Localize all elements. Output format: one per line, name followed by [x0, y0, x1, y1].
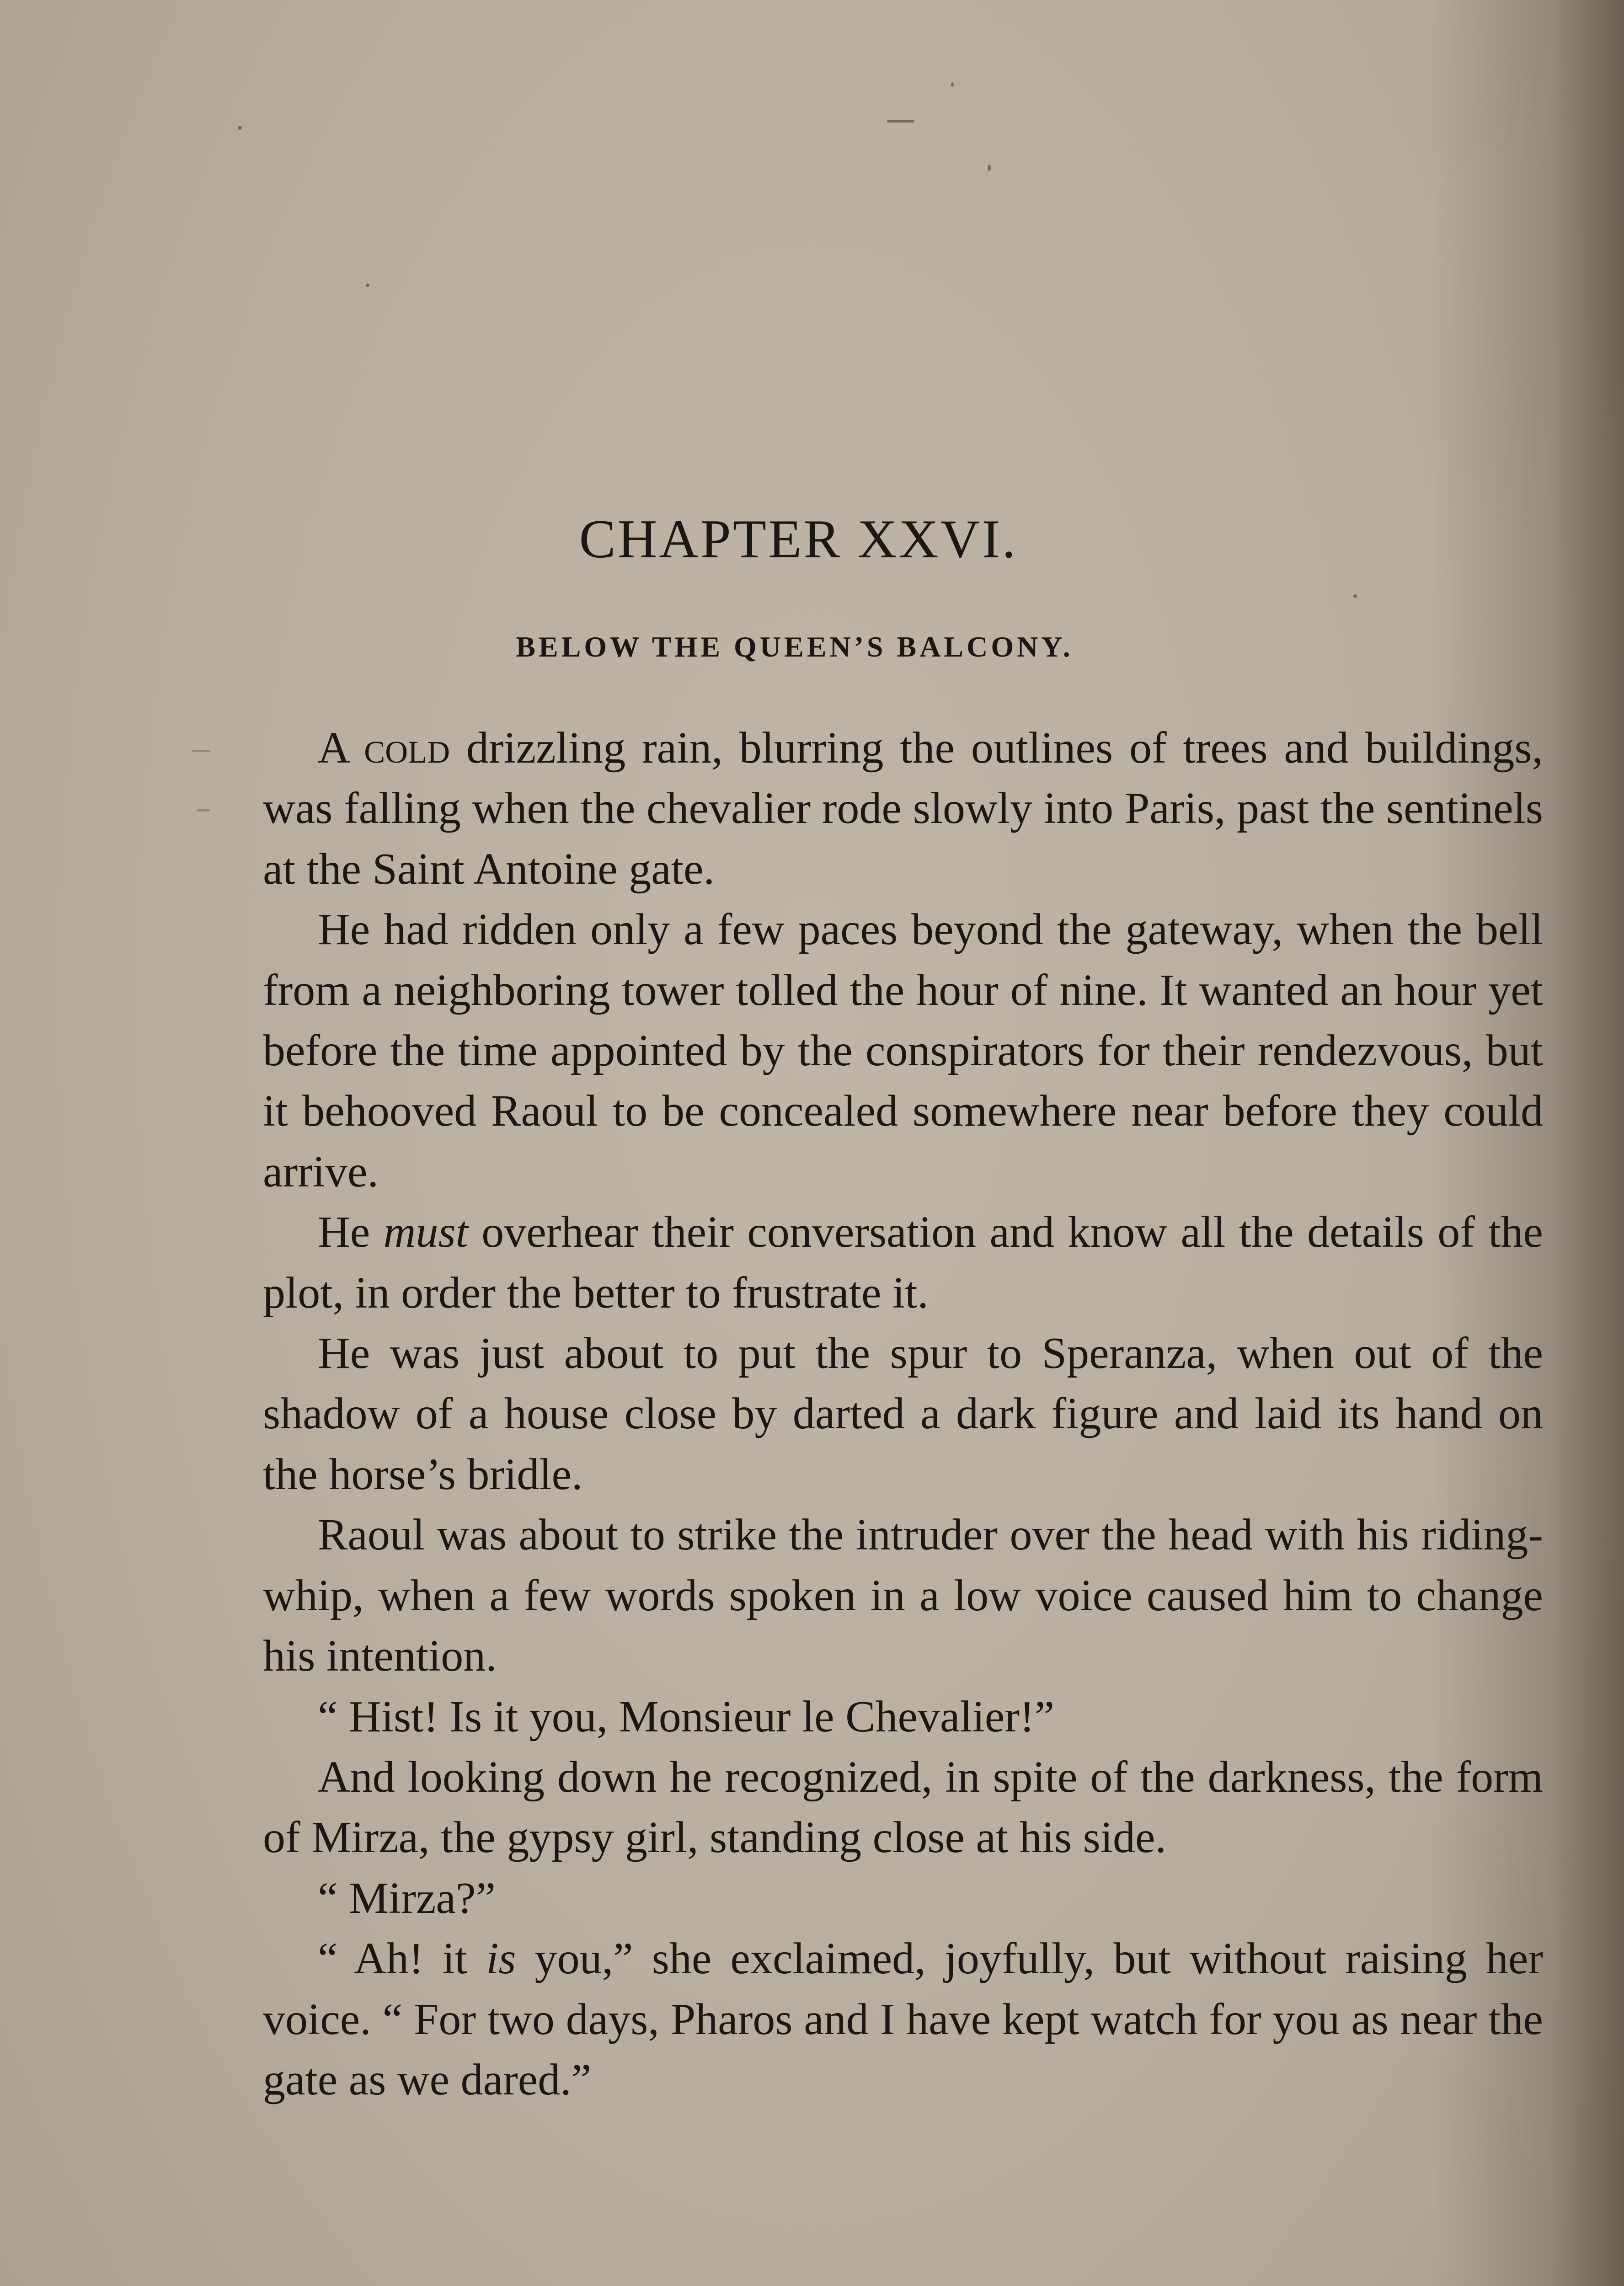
paragraph-5: Raoul was about to strike the intruder over the head with his riding-whip, when a few words spoken in a low voice caused him to change his intention.: [263, 1510, 1543, 1681]
chapter-title: CHAPTER XXVI.: [579, 508, 1018, 569]
paragraph-1-rest: drizzling rain, blurring the outlines of trees and buildings, was falling when the chevalier rode slowly into Paris, past the sentinels at the Saint Antoine gate.: [263, 723, 1543, 894]
chapter-body: [263, 718, 1543, 2110]
paragraph-1-smallcaps: cold: [364, 723, 450, 773]
paragraph-3-before: He: [318, 1207, 384, 1257]
paragraph-3-after: overhear their conversation and know all the details of the plot, in order the better to frustrate it.: [263, 1207, 1543, 1318]
paragraph-3-emphasis: must: [383, 1207, 468, 1257]
paper-speck: [197, 809, 210, 812]
paragraph-9-emphasis: is: [486, 1934, 516, 1984]
paragraph-9-before: “ Ah! it: [318, 1934, 486, 1984]
paper-speck: [238, 126, 242, 130]
paragraph-4: He was just about to put the spur to Speranza, when out of the shadow of a house close by darted a dark figure and laid its hand on the horse’s bridle.: [263, 1329, 1543, 1499]
paper-speck: [887, 120, 914, 123]
chapter-subtitle: BELOW THE QUEEN’S BALCONY.: [516, 630, 1074, 663]
paper-speck: [366, 283, 369, 287]
paper-speck: [951, 82, 954, 87]
paragraph-1-lead: A: [318, 723, 364, 773]
paragraph-6: “ Hist! Is it you, Monsieur le Chevalier!”: [318, 1692, 1055, 1741]
paper-speck: [192, 750, 210, 752]
paragraph-7: And looking down he recognized, in spite of the darkness, the form of Mirza, the gypsy girl, standing close at his side.: [263, 1752, 1543, 1863]
paragraph-1: [263, 718, 1543, 899]
paragraph-3: [263, 1202, 1543, 1323]
paragraph-9-after: you,” she exclaimed, joyfully, but without raising her voice. “ For two days, Pharos and I have kept watch for you as near the gate as we dared.”: [263, 1934, 1544, 2104]
paper-speck: [988, 165, 991, 171]
paragraph-2: He had ridden only a few paces beyond the gateway, when the bell from a neighboring tower tolled the hour of nine. It wanted an hour yet before the time appointed by the conspirators for their rendezvous, but it behooved Raoul to be concealed somewhere near before they could arrive.: [263, 905, 1543, 1196]
paragraph-8: “ Mirza?”: [318, 1873, 496, 1923]
paragraph-9: [263, 1928, 1543, 2110]
page-edge-shadow: [1551, 0, 1624, 2286]
paper-speck: [1353, 594, 1357, 598]
